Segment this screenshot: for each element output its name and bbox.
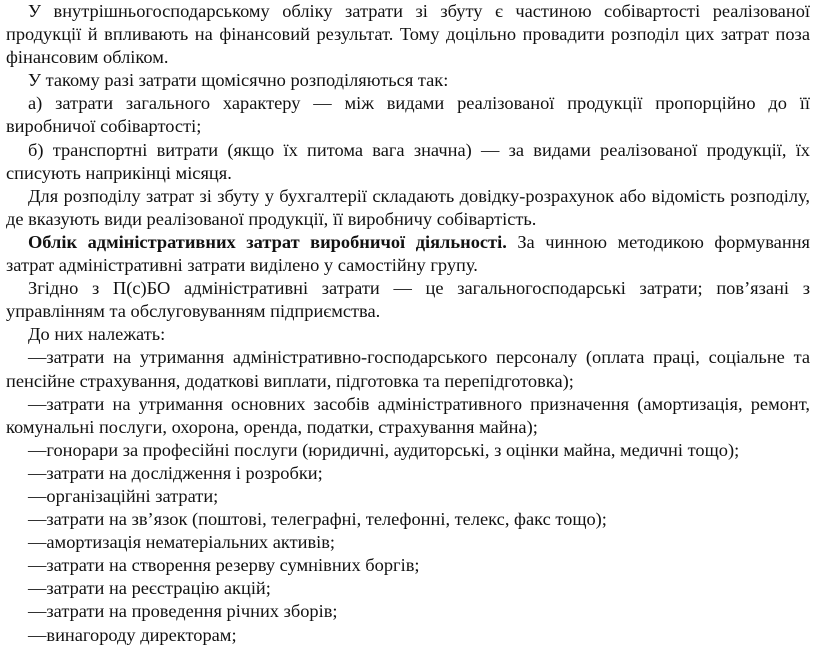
- list-item: —організаційні затрати;: [28, 485, 219, 506]
- paragraph-admin-heading: [6, 231, 810, 277]
- list-item: —затрати на створення резерву сумнівних боргів;: [28, 555, 420, 576]
- list-item: —затрати на реєстрацію акцій;: [28, 578, 271, 599]
- paragraph-list-intro: До них належать:: [28, 324, 166, 345]
- section-heading-text: За чинною методикою формування затрат адміністративні затрати виділено у самостійну групу.: [6, 231, 810, 276]
- list-item: —гонорари за професійні послуги (юридичні, аудиторські, з оцінки майна, медичні тощо);: [28, 439, 740, 460]
- list-item: —винагороду директорам;: [28, 624, 237, 645]
- list-item: —затрати на утримання основних засобів адміністративного призначення (амортизація, ремонт, комунальні послуги, охорона, оренда, податки, страхування майна);: [6, 393, 810, 437]
- paragraph-calculation: Для розподілу затрат зі збуту у бухгалтерії складають довідку-розрахунок або відомість розподілу, де вказують види реалізованої продукції, її виробничу собівартість.: [6, 185, 810, 229]
- admin-costs-list: [6, 346, 810, 646]
- list-item: —затрати на проведення річних зборів;: [28, 601, 338, 622]
- paragraph-distribution: У такому разі затрати щомісячно розподіляються так:: [28, 70, 449, 91]
- item-a: а) затрати загального характеру — між видами реалізованої продукції пропорційно до її виробничої собівартості;: [6, 93, 810, 137]
- list-item: —затрати на утримання адміністративно-господарського персоналу (оплата праці, соціальне та пенсійне страхування, додаткові виплати, підготовка та перепідготовка);: [6, 347, 810, 391]
- paragraph-intro: У внутрішньогосподарському обліку затрати зі збуту є частиною собівартості реалізованої продукції й впливають на фінансовий результат. Тому доцільно провадити розподіл цих затрат поза фінансовим обліком.: [6, 1, 810, 68]
- paragraph-definition: Згідно з П(с)БО адміністративні затрати — це загальногосподарські затрати; пов’язані з управлінням та обслуговуванням підприємства.: [6, 278, 810, 322]
- item-b: б) транспортні витрати (якщо їх питома вага значна) — за видами реалізованої продукції, їх списують наприкінці місяця.: [6, 139, 810, 183]
- list-item: —амортизація нематеріальних активів;: [28, 532, 336, 553]
- list-item: —затрати на зв’язок (поштові, телеграфні, телефонні, телекс, факс тощо);: [28, 509, 607, 530]
- section-heading: Облік адміністративних затрат виробничої діяльності.: [28, 231, 507, 252]
- list-item: —затрати на дослідження і розробки;: [28, 462, 323, 483]
